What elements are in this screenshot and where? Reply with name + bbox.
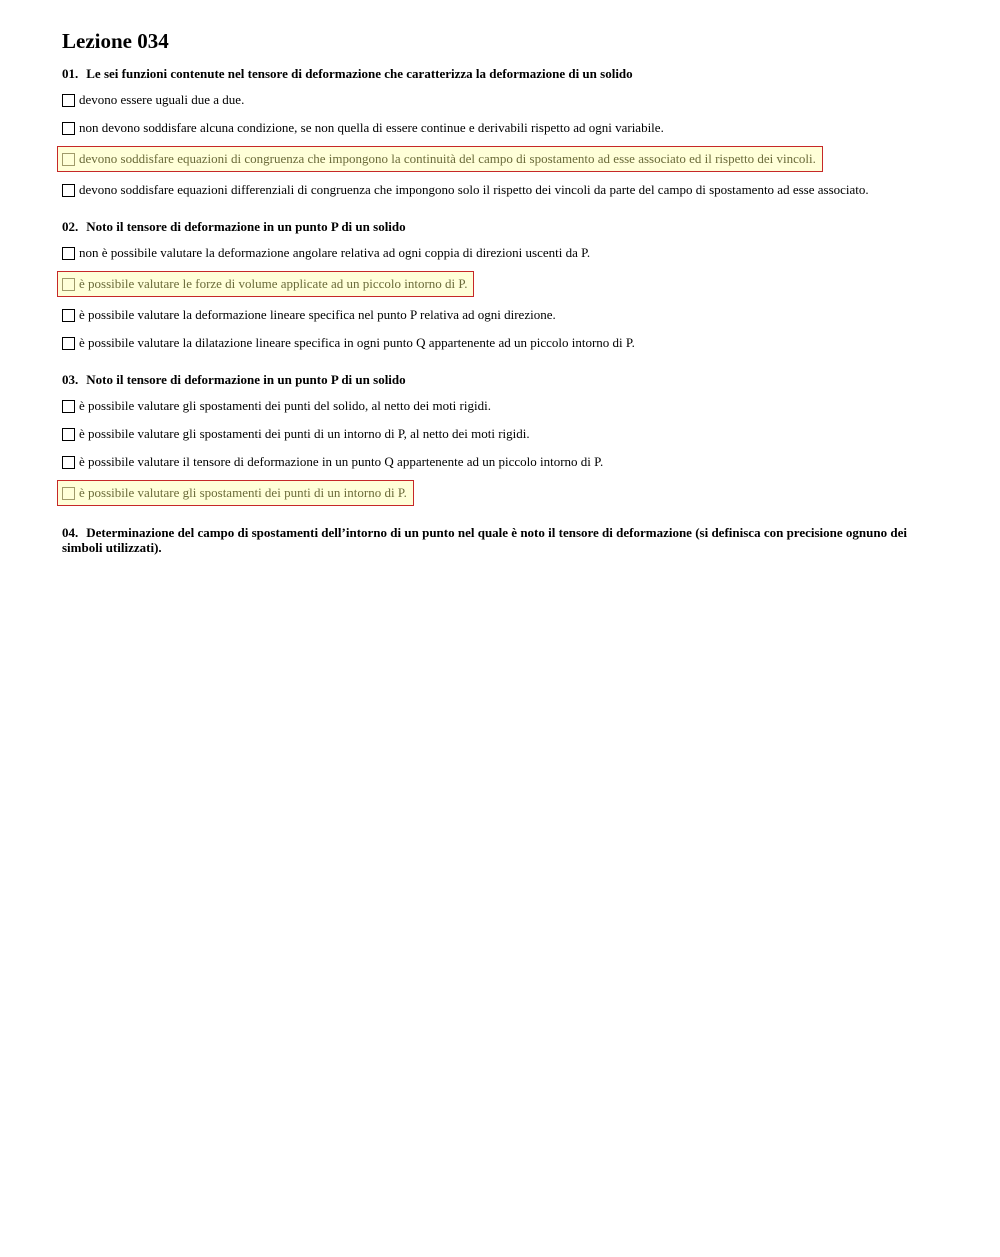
option-text: non devono soddisfare alcuna condizione, se non quella di essere continue e derivabili rispetto ad ogni variabile. — [79, 120, 664, 135]
checkbox[interactable] — [62, 247, 75, 260]
question-02 — [62, 219, 938, 352]
question-text: Noto il tensore di deformazione in un punto P di un solido — [86, 219, 406, 234]
option-text: non è possibile valutare la deformazione angolare relativa ad ogni coppia di direzioni uscenti da P. — [79, 245, 591, 260]
question-03 — [62, 372, 938, 505]
option-text: è possibile valutare gli spostamenti dei punti di un intorno di P, al netto dei moti rigidi. — [79, 426, 530, 441]
checkbox[interactable] — [62, 184, 75, 197]
question-number: 02. — [62, 219, 79, 234]
question-heading — [62, 372, 938, 387]
question-heading — [62, 219, 938, 234]
answer-option[interactable] — [62, 181, 938, 199]
checkbox[interactable] — [62, 153, 75, 166]
question-04 — [62, 525, 938, 555]
option-text: devono essere uguali due a due. — [79, 92, 245, 107]
checkbox[interactable] — [62, 487, 75, 500]
option-text: è possibile valutare gli spostamenti dei punti del solido, al netto dei moti rigidi. — [79, 398, 491, 413]
question-number: 01. — [62, 66, 79, 81]
option-text: devono soddisfare equazioni di congruenza che impongono la continuità del campo di spostamento ad esse associato ed il rispetto dei vincoli. — [79, 151, 816, 166]
option-text: è possibile valutare gli spostamenti dei punti di un intorno di P. — [79, 485, 407, 500]
answer-option-correct[interactable] — [58, 147, 822, 171]
answer-option[interactable] — [62, 119, 938, 137]
checkbox[interactable] — [62, 278, 75, 291]
option-text: è possibile valutare il tensore di deformazione in un punto Q appartenente ad un piccolo intorno di P. — [79, 454, 604, 469]
question-number: 04. — [62, 525, 79, 540]
checkbox[interactable] — [62, 94, 75, 107]
checkbox[interactable] — [62, 122, 75, 135]
answer-option-correct[interactable] — [58, 481, 413, 505]
answer-option[interactable] — [62, 397, 938, 415]
checkbox[interactable] — [62, 428, 75, 441]
answer-option[interactable] — [62, 91, 938, 109]
option-text: è possibile valutare la dilatazione lineare specifica in ogni punto Q appartenente ad un piccolo intorno di P. — [79, 335, 635, 350]
checkbox[interactable] — [62, 309, 75, 322]
option-text: è possibile valutare le forze di volume applicate ad un piccolo intorno di P. — [79, 276, 468, 291]
question-text: Determinazione del campo di spostamenti dell’intorno di un punto nel quale è noto il tensore di deformazione (si definisca con precisione ognuno dei simboli utilizzati). — [62, 525, 907, 555]
checkbox[interactable] — [62, 400, 75, 413]
answer-option[interactable] — [62, 306, 938, 324]
lesson-title: Lezione 034 — [62, 29, 169, 53]
answer-option[interactable] — [62, 334, 938, 352]
option-text: devono soddisfare equazioni differenziali di congruenza che impongono solo il rispetto dei vincoli da parte del campo di spostamento ad esse associato. — [79, 182, 869, 197]
question-text: Noto il tensore di deformazione in un punto P di un solido — [86, 372, 406, 387]
question-01 — [62, 66, 938, 199]
answer-option[interactable] — [62, 244, 938, 262]
checkbox[interactable] — [62, 456, 75, 469]
question-heading — [62, 525, 938, 555]
question-heading — [62, 66, 938, 81]
answer-option[interactable] — [62, 425, 938, 443]
answer-option-correct[interactable] — [58, 272, 473, 296]
document-page — [62, 28, 938, 575]
answer-option[interactable] — [62, 453, 938, 471]
checkbox[interactable] — [62, 337, 75, 350]
question-text: Le sei funzioni contenute nel tensore di deformazione che caratterizza la deformazione di un solido — [86, 66, 633, 81]
question-number: 03. — [62, 372, 79, 387]
option-text: è possibile valutare la deformazione lineare specifica nel punto P relativa ad ogni direzione. — [79, 307, 556, 322]
